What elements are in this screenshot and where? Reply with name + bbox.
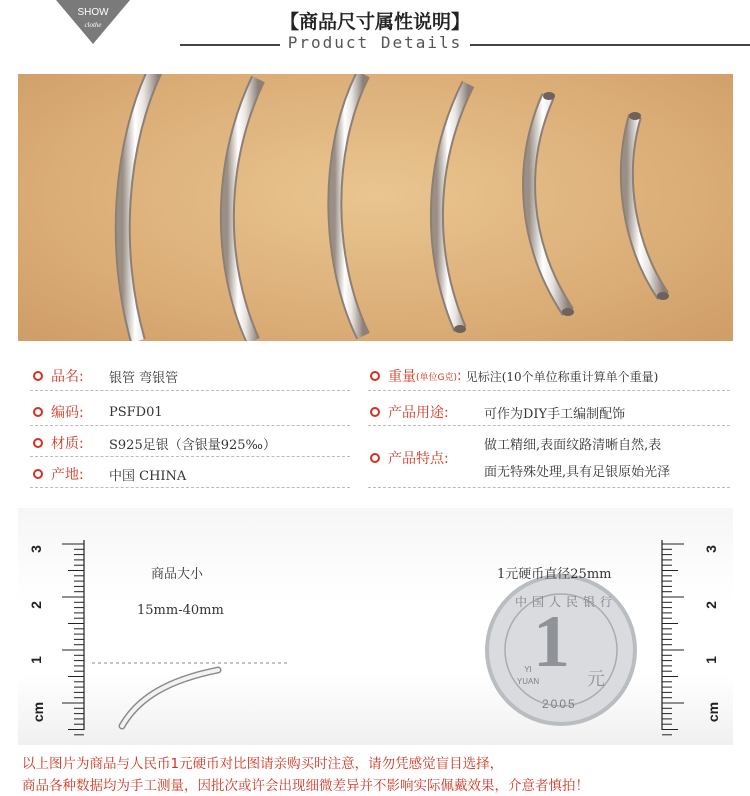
page-header (0, 0, 750, 58)
divider (30, 487, 350, 488)
bullet-icon (33, 371, 43, 381)
divider (368, 390, 730, 391)
divider (368, 487, 730, 488)
coin-top-text: 中国人民银行 (515, 595, 618, 609)
coin-pinyin: YI YUAN (516, 665, 540, 686)
spec-code (33, 402, 163, 422)
divider (30, 456, 350, 457)
spec-features-line2 (484, 461, 670, 480)
divider (30, 390, 350, 391)
spec-code-value: PSFD01 (109, 404, 163, 420)
size-range: 15mm-40mm (137, 603, 224, 618)
divider (30, 425, 350, 426)
notice-line-2: 商品各种数据均为手工测量，因批次或许会出现细微差异并不影响实际佩戴效果，介意者慎拍！ (22, 778, 589, 794)
ruler-coin-graphic (18, 508, 733, 745)
spec-features-text-1: 做工精细,表面纹路清晰自然,表 (484, 438, 662, 453)
title-divider-right (470, 44, 750, 46)
spec-material-value: S925足银（含银量925‰） (109, 437, 276, 453)
spec-weight-unit: (单位G克) (416, 372, 457, 383)
left-ruler-mark-3: 3 (27, 545, 44, 553)
spec-origin-value: 中国 CHINA (109, 468, 187, 484)
page-subtitle: Product Details (287, 33, 463, 52)
left-ruler-unit: cm (30, 701, 47, 723)
right-ruler-mark-3: 3 (702, 545, 719, 553)
coin-value: 1 (533, 601, 570, 683)
spec-weight-label: 重量 (388, 369, 416, 385)
page-title: 【商品尺寸属性说明】 (279, 11, 470, 33)
right-ruler-mark-2: 2 (702, 601, 719, 609)
coin-title: 1元硬币直径25mm (497, 567, 612, 582)
spec-usage-value: 可作为DIY手工编制配饰 (484, 406, 626, 422)
left-ruler-mark-2: 2 (27, 601, 44, 609)
spec-material (33, 433, 276, 453)
spec-origin (33, 464, 186, 484)
spec-features-text-2: 面无特殊处理,具有足银原始光泽 (484, 465, 671, 480)
silver-tubes-image (18, 74, 733, 341)
notice-line-1: 以上图片为商品与人民币1元硬币对比图请亲购买时注意，请勿凭感觉盲目选择， (22, 756, 504, 772)
badge-sub-text: clothe (84, 21, 102, 29)
bullet-icon (370, 371, 380, 381)
spec-usage (370, 402, 625, 422)
right-ruler-mark-1: 1 (702, 656, 719, 664)
left-ruler-mark-1: 1 (27, 656, 44, 664)
bullet-icon (33, 469, 43, 479)
coin-year: 2005 (542, 697, 577, 711)
size-title: 商品大小 (151, 567, 204, 582)
title-divider-left (180, 44, 280, 46)
spec-features (370, 448, 484, 468)
badge-main-text: SHOW (77, 7, 109, 18)
spec-name-value: 银管 弯银管 (109, 370, 179, 386)
bullet-icon (370, 453, 380, 463)
bullet-icon (33, 438, 43, 448)
spec-name (33, 366, 178, 386)
right-ruler-unit: cm (705, 701, 722, 723)
spec-weight (370, 366, 658, 386)
coin-yuan: 元 (587, 669, 605, 690)
divider (368, 425, 730, 426)
spec-features-line1 (484, 434, 661, 453)
spec-weight-value: 见标注(10个单位称重计算单个重量) (465, 369, 659, 384)
spec-name-label: 品名: (51, 369, 84, 385)
spec-weight-colon: : (457, 368, 462, 384)
bullet-icon (370, 407, 380, 417)
product-photo (18, 74, 733, 341)
spec-usage-label: 产品用途: (388, 405, 449, 421)
spec-origin-label: 产地: (51, 467, 84, 483)
size-comparison-image (18, 508, 733, 745)
spec-material-label: 材质: (51, 436, 84, 452)
spec-code-label: 编码: (51, 405, 84, 421)
spec-features-label: 产品特点: (388, 451, 449, 467)
bullet-icon (33, 407, 43, 417)
